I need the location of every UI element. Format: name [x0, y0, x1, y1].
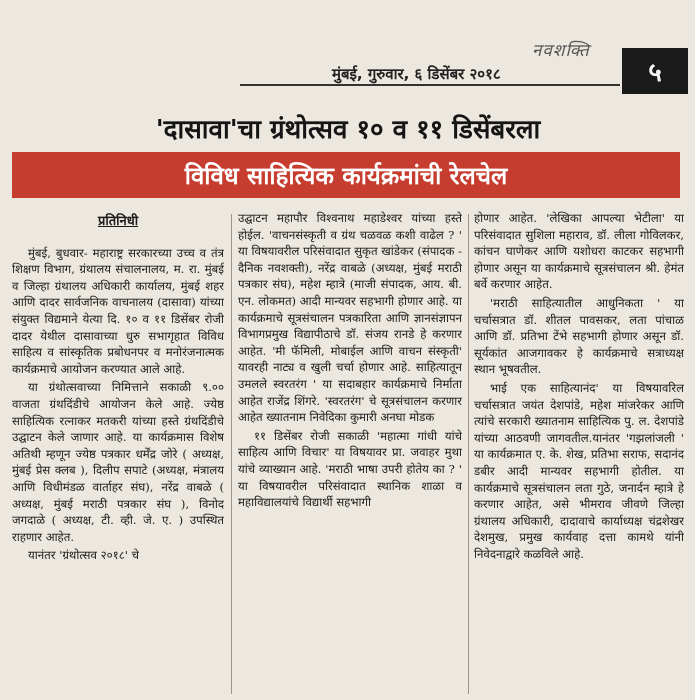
paper-name: नवशक्ति	[532, 41, 590, 61]
paragraph: उद्घाटन महापौर विश्वनाथ महाडेश्वर यांच्या हस्ते होईल. 'वाचनसंस्कृती व ग्रंथ चळवळ कशी वाढेल ? ' या विषयावरील परिसंवादात सुकृत खांडेकर (संपादक - दैनिक नवशक्ती), नरेंद्र वाबळे (अध्यक्ष, मुंबई मराठी पत्रकार संघ), महेश म्हात्रे (माजी संपादक, आय. बी. एन. लोकमत) आदी मान्यवर सहभागी होणार आहे. या कार्यक्रमाचे सूत्रसंचालन पत्रकारिता आणि ज्ञानसंज्ञापन विभागप्रमुख विद्यापीठाचे डॉ. संजय रानडे हे करणार आहेत. 'मी फॅमिली, मोबाईल आणि वाचन संस्कृती' यावरही नाट्य व खुली चर्चा होणार आहे. साहित्यातून उमलले स्वरतरंग ' या सदाबहार कार्यक्रमाचे निर्माता आहेत राजेंद्र शिंगरे. 'स्वरतरंग' चे सूत्रसंचालन करणार आहेत ख्यातनाम निवेदिका कुमारी अनघा मोडक	[238, 211, 462, 425]
paragraph: ११ डिसेंबर रोजी सकाळी 'महात्मा गांधी यांचे साहित्य आणि विचार' या विषयावर प्रा. जवाहर मुथा यांचे व्याख्यान आहे. 'मराठी भाषा उपरी होतेय का ? ' या विषयावरील परिसंवादात स्थानिक शाळा व महाविद्यालयांचे विद्यार्थी सहभागी	[238, 428, 462, 510]
column-divider	[468, 214, 469, 694]
masthead	[0, 0, 695, 100]
paragraph: मुंबई, बुधवार- महाराष्ट्र सरकारच्या उच्च व तंत्र शिक्षण विभाग, ग्रंथालय संचालनालय, म. रा. मुंबई व जिल्हा ग्रंथालय अधिकारी कार्यालय, मुंबई शहर आणि दादर सार्वजनिक वाचनालय (दासावा) यांच्या संयुक्त विद्यमाने येत्या दि. १० व ११ डिसेंबर रोजी दादर येथील दासावाच्या धुरु सभागृहात विविध साहित्य व सांस्कृतिक प्रबोधनपर व मनोरंजनात्मक कार्यक्रमाचे आयोजन करण्यात आले आहे.	[12, 245, 224, 376]
paragraph: 'मराठी साहित्यातील आधुनिकता ' या चर्चासत्रात डॉ. शीतल पावसकर, लता पांचाळ आणि डॉ. प्रतिभा टेंभे सहभागी होणार असून डॉ. सूर्यकांत आजगावकर हे कार्यक्रमाचे सत्राध्यक्ष स्थान भूषवतील.	[474, 295, 684, 377]
paragraph: भाई एक साहित्यानंद' या विषयावरिल चर्चासत्रात जयंत देशपांडे, महेश मांजरेकर आणि त्यांचे सरकारी ख्यातनाम साहित्यिक पु. ल. देशपांडे यांच्या आठवणी जागवतील.यानंतर 'गझलांजली ' या कार्यक्रमात ए. के. शेख, प्रतिभा सराफ, सदानंद डबीर आदी मान्यवर सहभागी होतील. या कार्यक्रमाचे सूत्रसंचालन लता गुठे, जनार्दन म्हात्रे हे करणार आहेत, असे भीमराव जीवणे जिल्हा ग्रंथालय अधिकारी, दादावाचे कार्याध्यक्ष चंद्रशेखर देशमुख, प्रमुख कार्यवाह दत्ता कामथे यांनी निवेदनाद्वारे कळविले आहे.	[474, 380, 684, 561]
header-rule	[240, 84, 620, 86]
column-3	[474, 210, 684, 696]
column-2	[238, 210, 462, 696]
dateline: मुंबई, गुरुवार, ६ डिसेंबर २०१८	[332, 65, 501, 83]
byline: प्रतिनिधी	[97, 214, 139, 229]
subhead-band	[12, 152, 680, 198]
paragraph: यानंतर 'ग्रंथोत्सव २०१८' चे	[28, 548, 139, 563]
page-number: ५	[622, 48, 688, 94]
paragraph: होणार आहेत. 'लेखिका आपल्या भेटीला' या परिसंवादात सुशिला महाराव, डॉ. लीला गोविलकर, कांचन घाणेकर आणि यशोधरा काटकर सहभागी होणार असून या कार्यक्रमाचे सूत्रसंचालन श्री. हेमंत बर्वे करणार आहेत.	[474, 211, 684, 292]
column-1	[12, 210, 224, 696]
paragraph: या ग्रंथोत्सवाच्या निमित्ताने सकाळी ९.०० वाजता ग्रंथदिंडीचे आयोजन केले आहे. ज्येष्ठ साहित्यिक रत्नाकर मतकरी यांच्या हस्ते ग्रंथदिंडीचे उद्घाटन केले जाणार आहे. या कार्यक्रमास विशेष अतिथी म्हणून ज्येष्ठ पत्रकार धर्मेंद्र जोरे ( अध्यक्ष, मुंबई प्रेस क्लब ), दिलीप सपाटे (अध्यक्ष, मंत्रालय आणि विधीमंडळ वार्ताहर संघ), नरेंद्र वाबळे ( अध्यक्ष, मुंबई मराठी पत्रकार संघ ), विनोद जगदाळे ( अध्यक्ष, टी. व्ही. जे. ए. ) उपस्थित राहणार आहेत.	[12, 380, 224, 544]
column-divider	[231, 214, 232, 694]
headline: 'दासावा'चा ग्रंथोत्सव १० व ११ डिसेंबरला	[155, 115, 541, 145]
subhead: विविध साहित्यिक कार्यक्रमांची रेलचेल	[184, 161, 508, 190]
article-body	[12, 210, 684, 696]
